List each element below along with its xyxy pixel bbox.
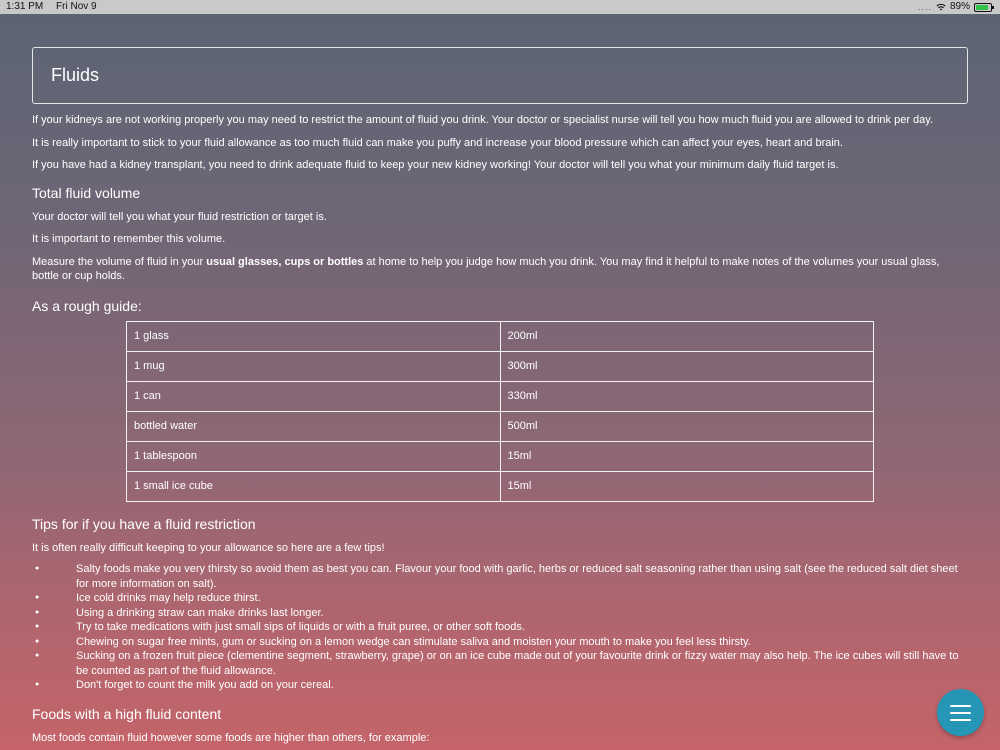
intro-paragraph-3: If you have had a kidney transplant, you need to drink adequate fluid to keep your new kidney working! Your doctor will tell you what your minimum daily fluid target is. [32, 159, 839, 171]
tips-list [32, 562, 968, 693]
section-heading-tips: Tips for if you have a fluid restriction [32, 515, 256, 532]
hamburger-menu-icon [950, 705, 971, 707]
table-row [127, 411, 874, 441]
status-bar [0, 0, 1000, 14]
main-content [32, 47, 968, 745]
menu-button[interactable] [937, 689, 984, 736]
list-item: ● Sucking on a frozen fruit piece (clementine segment, strawberry, grape) or on an ice cube made out of your favourite drink or fizzy water may also help. The ice cubes will still have to be counted as part of the fluid allowance. [32, 649, 968, 678]
status-time: 1:31 PM [6, 1, 44, 12]
table-row [127, 471, 874, 501]
total-paragraph-3-start: Measure the volume of fluid in your [32, 255, 207, 268]
battery-icon [974, 3, 992, 12]
table-row [127, 321, 874, 351]
list-item: ● Salty foods make you very thirsty so avoid them as best you can. Flavour your food with garlic, herbs or reduced salt seasoning rather than using salt (see the reduced salt diet sheet for more information on salt). [32, 562, 968, 591]
hamburger-menu-icon [950, 719, 971, 721]
total-paragraph-1: Your doctor will tell you what your fluid restriction or target is. [32, 210, 327, 223]
table-cell-volume: 330ml [500, 381, 874, 411]
wifi-icon [936, 3, 946, 11]
total-paragraph-3-bold: usual glasses, cups or bottles [206, 255, 364, 268]
section-heading-guide: As a rough guide: [32, 297, 142, 314]
status-date: Fri Nov 9 [56, 1, 97, 12]
title-card [32, 47, 968, 104]
table-cell-volume: 15ml [500, 471, 874, 501]
hamburger-menu-icon [950, 712, 971, 714]
table-cell-item: bottled water [127, 411, 501, 441]
intro-paragraph-2: It is really important to stick to your fluid allowance as too much fluid can make you puffy and increase your blood pressure which can affect your eyes, heart and brain. [32, 136, 843, 149]
table-cell-item: 1 mug [127, 351, 501, 381]
battery-percent: 89% [949, 1, 970, 12]
table-cell-volume: 15ml [500, 441, 874, 471]
list-item: ● Chewing on sugar free mints, gum or sucking on a lemon wedge can stimulate saliva and moisten your mouth to make you feel less thirsty. [32, 635, 968, 650]
table-cell-volume: 300ml [500, 351, 874, 381]
section-heading-total: Total fluid volume [32, 184, 141, 201]
total-paragraph-2: It is important to remember this volume. [32, 233, 226, 245]
intro-paragraph-1: If your kidneys are not working properly you may need to restrict the amount of fluid you drink. Your doctor or specialist nurse will tell you how much fluid you are allowed to drink per day. [32, 114, 934, 126]
list-item: ● Don't forget to count the milk you add on your cereal. [32, 678, 968, 693]
total-paragraph-3-end: at home to help you judge how much you drink. You may find it helpful to make notes of the volumes your usual glass, bottle or cup holds. [32, 255, 940, 282]
table-cell-volume: 200ml [500, 321, 874, 351]
page-title: Fluids [51, 65, 100, 85]
total-paragraph-3 [32, 255, 968, 284]
table-row [127, 441, 874, 471]
tips-intro: It is often really difficult keeping to your allowance so here are a few tips! [32, 541, 385, 554]
section-heading-foods: Foods with a high fluid content [32, 705, 222, 722]
table-cell-volume: 500ml [500, 411, 874, 441]
list-item: ● Try to take medications with just small sips of liquids or with a fruit puree, or other soft foods. [32, 620, 968, 635]
fluid-guide-table [126, 321, 874, 502]
table-cell-item: 1 tablespoon [127, 441, 501, 471]
table-cell-item: 1 can [127, 381, 501, 411]
table-row [127, 381, 874, 411]
foods-intro: Most foods contain fluid however some foods are higher than others, for example: [32, 731, 430, 744]
list-item: ● Ice cold drinks may help reduce thirst. [32, 591, 968, 606]
list-item: ● Using a drinking straw can make drinks last longer. [32, 606, 968, 621]
table-cell-item: 1 glass [127, 321, 501, 351]
signal-dots-icon: .... [917, 2, 932, 12]
table-cell-item: 1 small ice cube [127, 471, 501, 501]
table-row [127, 351, 874, 381]
